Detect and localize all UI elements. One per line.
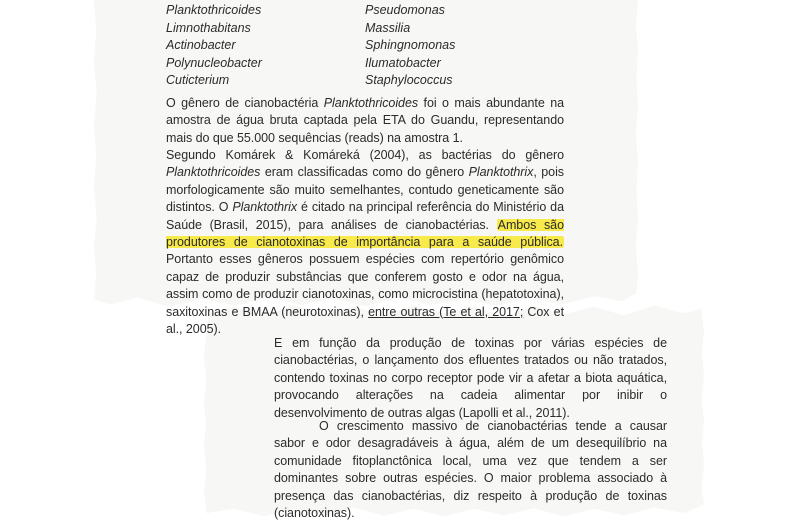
paragraph-toxin-effects: E em função da produção de toxinas por várias espécies de cianobactérias, o lançamento dos efluentes tratados ou não tratados, contendo toxinas no corpo receptor pode vir a afetar a biota aquática, provocando alterações na cadeia alimentar por inibir o desenvolvimento de outras algas (Lapolli et al., 2011).: [274, 336, 667, 420]
genus-item: Staphylococcus: [365, 73, 453, 88]
text-run: Portanto esses gêneros possuem espécies com repertório genômico capaz de produzir substâncias que conferem gosto e odor na água, assim como de produzir cianotoxinas, como microcistina (hepatotoxina), saxitoxinas e BMAA (neurotoxinas),: [166, 252, 564, 319]
text-run: Cox et al., 2005).: [166, 304, 565, 337]
genus-list-right: [365, 2, 455, 90]
genus-item: Planktothricoides: [166, 3, 262, 17]
genus-item: Limnothabitans: [166, 20, 251, 35]
genus-item: Sphingnomonas: [365, 38, 456, 53]
genus-item: Pseudomonas: [365, 3, 445, 17]
text-run: , pois morfologicamente são muito semelhantes, contudo geneticamente são distintos. O: [166, 165, 564, 215]
paragraph-planktothricoides-abundance: [166, 95, 564, 147]
underlined-citation: entre outras (Te et al, 2017;: [368, 304, 524, 319]
genus-item: Polynucleobacter: [166, 55, 262, 70]
genus-item: Cuticterium: [166, 73, 230, 88]
paragraph-massive-growth: O crescimento massivo de cianobactérias tende a causar sabor e odor desagradáveis à água, além de um desequilíbrio na comunidade fitoplanctônica local, uma vez que tendem a ser dominantes sobre outras espécies. O maior problema associado à presença das cianobactérias, diz respeito à produção de toxinas (cianotoxinas).: [274, 419, 667, 521]
text-run: eram classificadas como do gênero: [260, 165, 469, 180]
genus-name: Planktothricoides: [323, 96, 419, 110]
genus-item: Actinobacter: [166, 38, 236, 53]
text-run: é citado na principal referência do Ministério da Saúde (Brasil, 2015), para análises de cianobactérias.: [166, 200, 564, 232]
genus-name: Planktothrix: [232, 200, 298, 215]
genus-item: Massilia: [365, 20, 411, 35]
paragraph-classification: [166, 147, 564, 338]
text-run: foi o mais abundante na amostra de água bruta captada pela ETA do Guandu, representando mais do que 55.000 sequências (reads) na amostra 1.: [166, 96, 565, 145]
genus-list-left: [166, 2, 262, 90]
text-run: O gênero de cianobactéria: [166, 96, 324, 110]
text-run: Segundo Komárek & Komáreká (2004), as bactérias do gênero: [166, 148, 564, 162]
highlighted-sentence: Ambos são produtores de cianotoxinas de importância para a saúde pública.: [166, 217, 564, 250]
genus-item: Ilumatobacter: [365, 55, 441, 70]
genus-name: Planktothrix: [468, 165, 534, 180]
genus-name: Planktothricoides: [166, 165, 261, 180]
